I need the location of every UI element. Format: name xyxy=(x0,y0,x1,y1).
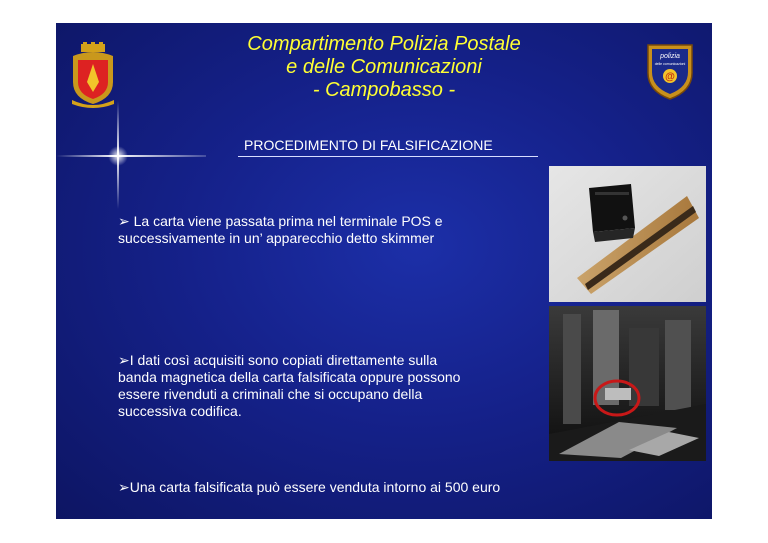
skimmer-photo xyxy=(549,166,706,302)
bullet-marker-icon: ➢ xyxy=(118,213,130,229)
bullet-marker-icon: ➢ xyxy=(118,479,130,495)
bullet-item xyxy=(118,352,543,420)
bullet-text: successiva codifica. xyxy=(118,403,242,419)
bullet-text: La carta viene passata prima nel terminale POS e xyxy=(129,213,443,229)
badge-text: delle comunicazioni xyxy=(654,62,686,66)
bullet-text: I dati così acquisiti sono copiati direttamente sulla xyxy=(129,352,438,368)
slide-title xyxy=(56,33,712,102)
title-line: - Campobasso - xyxy=(312,79,456,101)
bullet-marker-icon: ➢ xyxy=(118,352,130,368)
slide-subtitle: PROCEDIMENTO DI FALSIFICAZIONE xyxy=(244,137,493,153)
bullet-item xyxy=(118,213,538,247)
sparkle-decoration xyxy=(56,155,206,157)
badge-text: polizia xyxy=(660,53,680,60)
bullet-text: Una carta falsificata può essere venduta intorno ai 500 euro xyxy=(129,479,501,495)
slide xyxy=(56,23,712,519)
title-line: e delle Comunicazioni xyxy=(286,56,482,78)
atm-skimmer-photo xyxy=(549,306,706,461)
bullet-text: successivamente in un’ apparecchio detto skimmer xyxy=(118,230,435,246)
bullet-text: essere rivenduti a criminali che si occupano della xyxy=(118,386,423,402)
sparkle-decoration xyxy=(108,146,128,166)
title-line: Compartimento Polizia Postale xyxy=(247,33,521,55)
at-symbol-icon: @ xyxy=(665,71,675,83)
bullet-text: banda magnetica della carta falsificata oppure possono xyxy=(118,369,461,385)
subtitle-divider xyxy=(238,156,538,157)
bullet-item xyxy=(118,479,588,496)
